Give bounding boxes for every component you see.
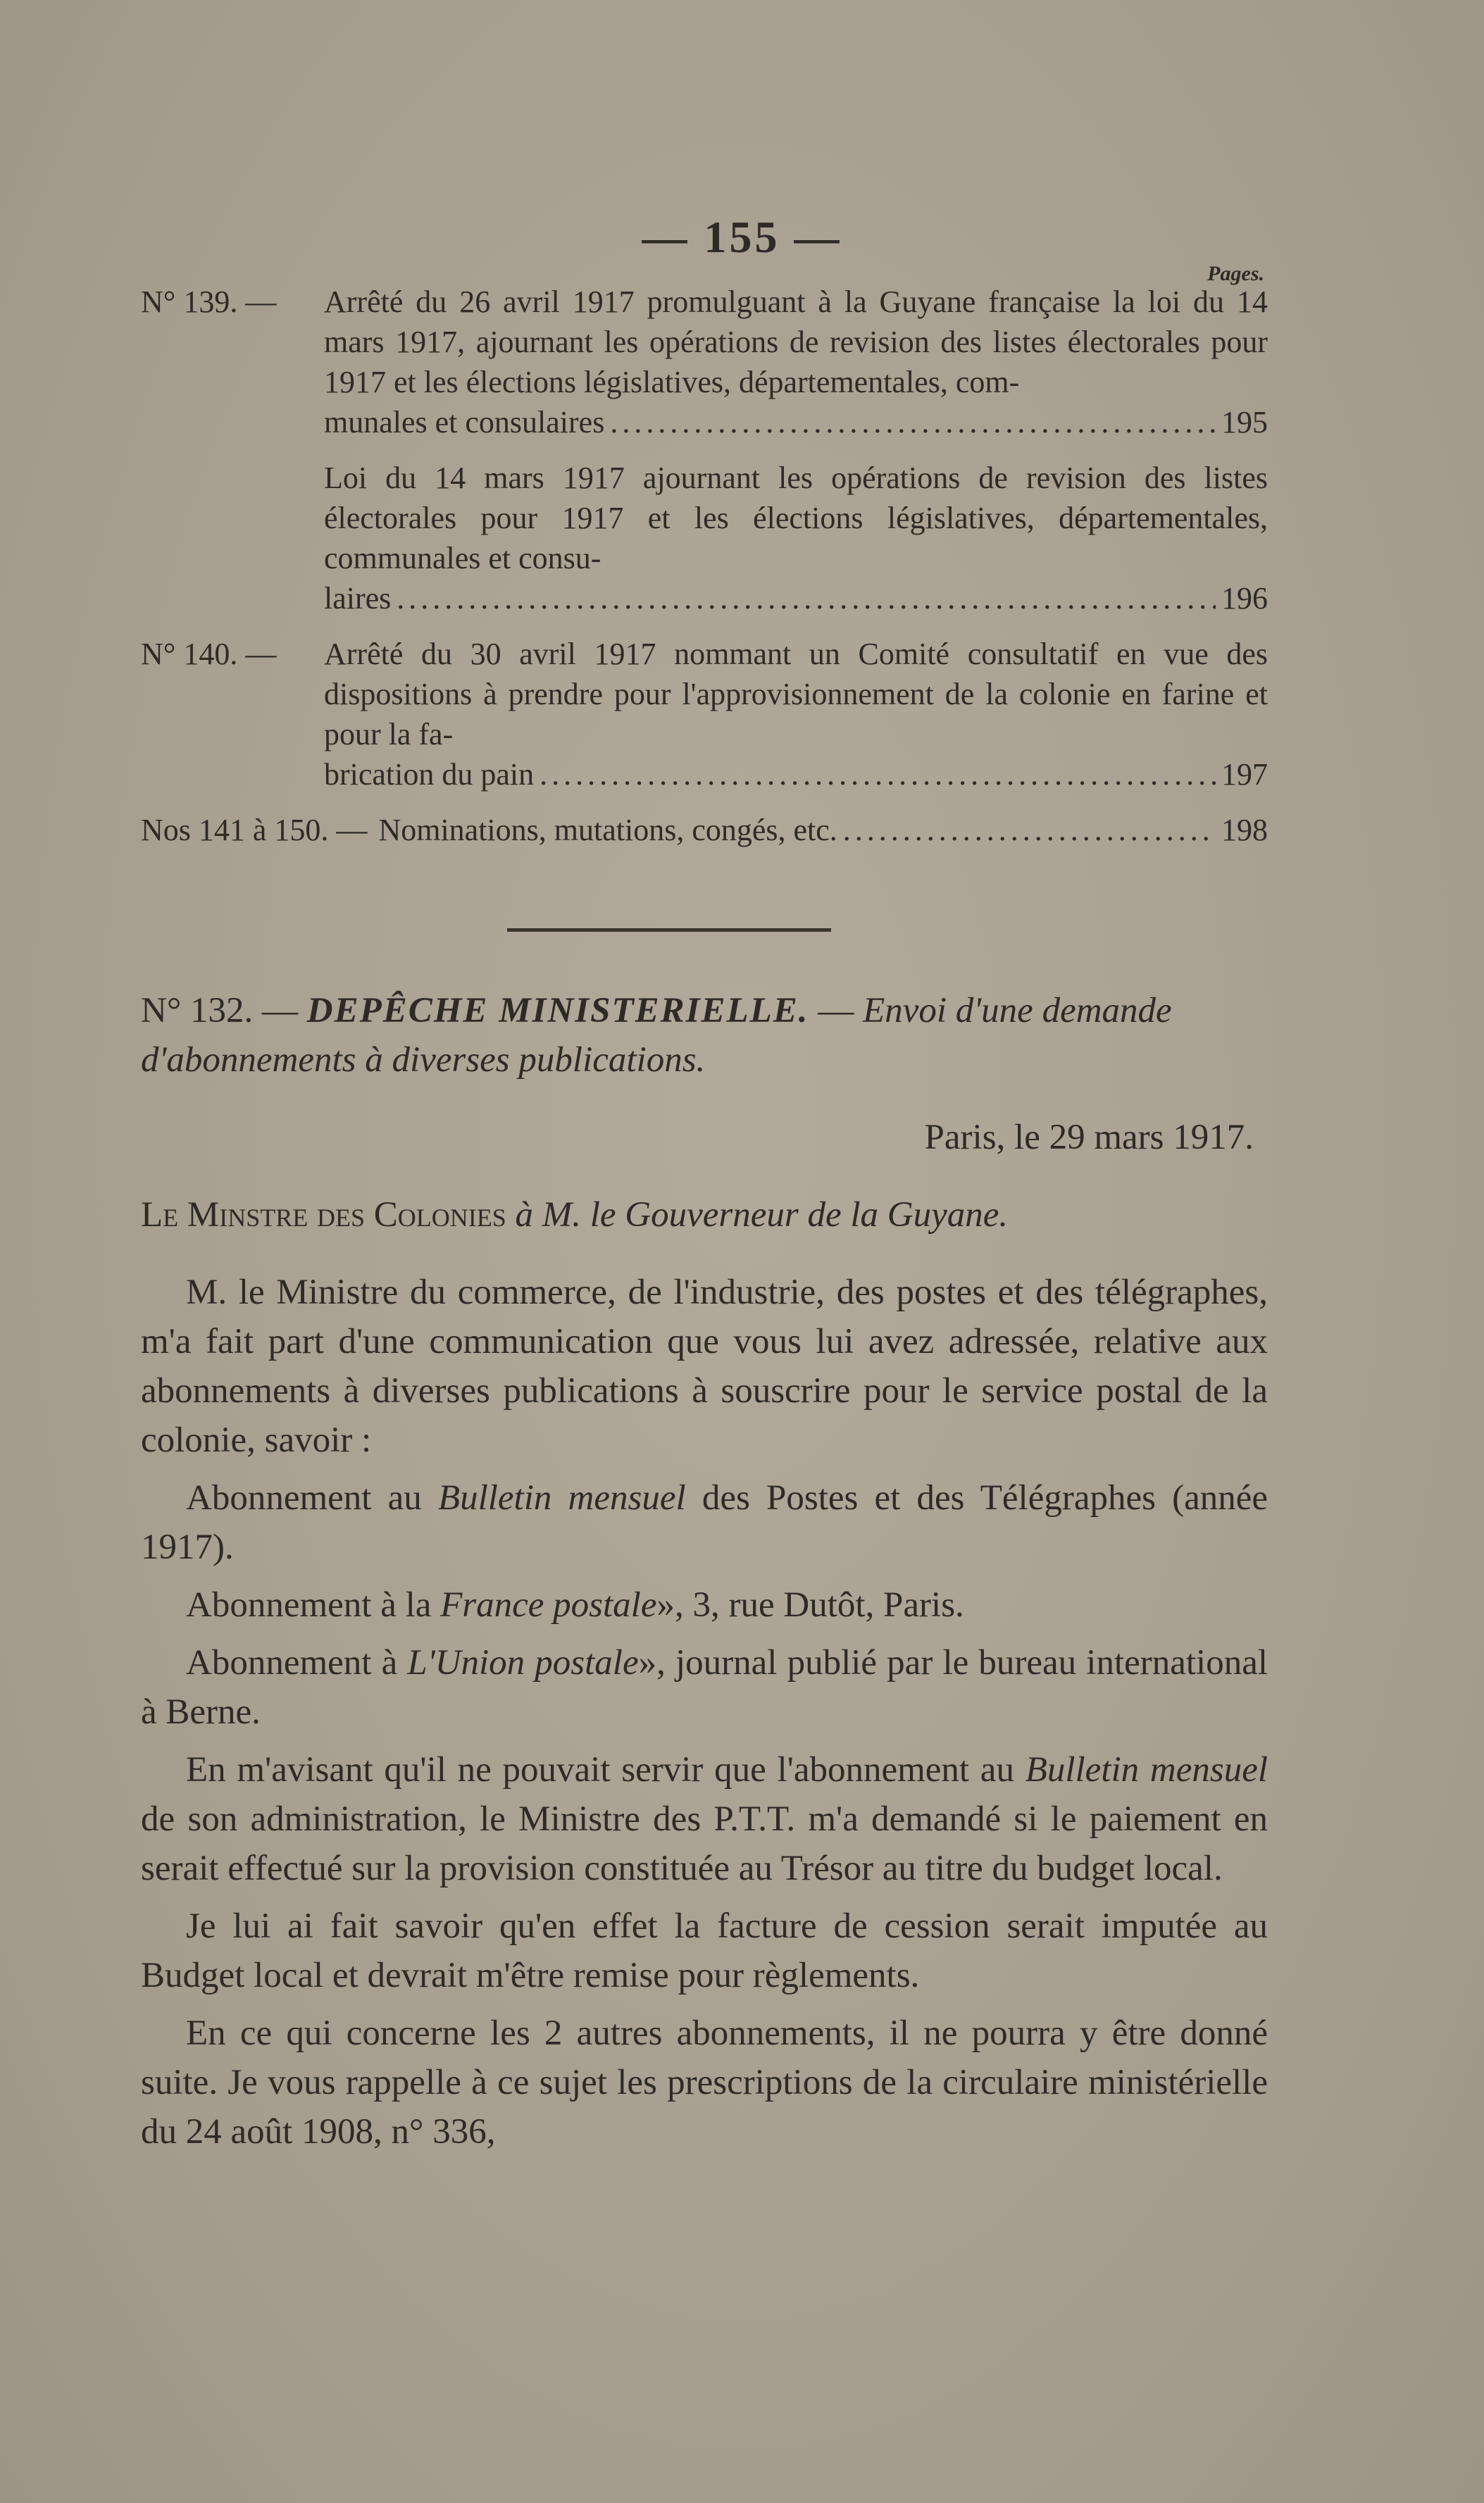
ministerial-dispatch [141,986,1268,2165]
dispatch-heading: N° 132. — DEPÊCHE MINISTERIELLE. — Envoi d'une demande d'abonnements à diverses publications. [141,991,1172,1080]
toc-entry-page: 198 [1221,813,1268,847]
recipient: à M. le Gouverneur de la Guyane. [515,1195,1009,1235]
toc-entry-text: Arrêté du 26 avril 1917 promulguant à la Guyane française la loi du 14 mars 1917, ajournant les opérations de revision des listes électorales pour 1917 et les élections législatives, départementales, com- [324,285,1268,399]
toc-entry-page: 196 [1221,581,1268,616]
dispatch-paragraph: En ce qui concerne les 2 autres abonnements, il ne pourra y être donné suite. Je vous rappelle à ce sujet les prescriptions de la circulaire ministérielle du 24 août 1908, n° 336, [141,2014,1268,2152]
toc-entry-number: N° 139. — [141,285,277,319]
toc-entry-139: N° 139. — Arrêté du 26 avril 1917 promulguant à la Guyane française la loi du 14 mars 1917, ajournant les opérations de revision des listes électorales pour 1917 et les élections législatives, départementales, com- munales et consulaires ..... 195 [141,282,1268,442]
toc-entry-140: N° 140. — Arrêté du 30 avril 1917 nommant un Comité consultatif en vue des dispositions à prendre pour l'approvisionnement de la colonie en farine et pour la fa- brication du pain ..... 197 [141,634,1268,794]
toc-entry-number: Nos 141 à 150. — [141,813,368,847]
toc-entry-loi: Loi du 14 mars 1917 ajournant les opérations de revision des listes électorales pour 1917 et les élections législatives, départementales, communales et consu- laires ..... 196 [324,458,1268,618]
toc-entry-number: N° 140. — [141,637,277,671]
publication-title: Bulletin mensuel [437,1478,686,1518]
page-number: — 155 — [642,212,842,262]
dispatch-body [141,1268,1268,2156]
section-divider [507,928,831,932]
dispatch-subject: Envoi d'une demande d'abonnements à diverses publications. [141,991,1172,1080]
toc-entry-page: 197 [1221,757,1268,792]
toc-entry-page: 195 [1221,405,1268,439]
toc-entry-text: Nominations, mutations, congés, etc. [378,813,837,847]
dispatch-number: N° 132. — [141,991,298,1030]
toc-entry-text: Loi du 14 mars 1917 ajournant les opérations de revision des listes électorales pour 1917 et les élections législatives, départementales, communales et consu- [324,461,1268,575]
toc-entry-141-150 [141,810,1268,850]
dispatch-paragraph: Abonnement à L'Union postale», journal publié par le bureau international à Berne. [141,1643,1268,1732]
publication-title: Bulletin mensuel [1025,1750,1268,1790]
toc-entry-text: Arrêté du 30 avril 1917 nommant un Comité consultatif en vue des dispositions à prendre pour l'approvisionnement de la colonie en farine et pour la fa- [324,637,1268,751]
dispatch-paragraph: Je lui ai fait savoir qu'en effet la facture de cession serait imputée au Budget local et devrait m'être remise pour règlements. [141,1906,1268,1995]
dispatch-paragraph: Abonnement à la France postale», 3, rue Dutôt, Paris. [186,1585,964,1625]
place-date: Paris, le 29 mars 1917. [924,1118,1254,1157]
publication-title: France postale [440,1585,657,1625]
dispatch-title: DEPÊCHE MINISTERIELLE. [306,991,809,1030]
address-line [141,1190,1268,1240]
dispatch-paragraph: M. le Ministre du commerce, de l'industrie, des postes et des télégraphes, m'a fait part d'une communication que vous lui avez adressée, relative aux abonnements à diverses publications à souscrire pour le service postal de la colonie, savoir : [141,1273,1268,1460]
table-of-contents [141,282,1268,866]
pages-column-label: Pages. [1207,262,1264,285]
dispatch-paragraph: En m'avisant qu'il ne pouvait servir que l'abonnement au Bulletin mensuel de son administration, le Ministre des P.T.T. m'a demandé si le paiement en serait effectué sur la provision constituée au Trésor au titre du budget local. [141,1750,1268,1888]
sender: Le Minstre des Colonies [141,1195,506,1235]
dispatch-paragraph: Abonnement au Bulletin mensuel des Postes et des Télégraphes (année 1917). [141,1478,1268,1567]
publication-title: L'Union postale [407,1643,639,1683]
